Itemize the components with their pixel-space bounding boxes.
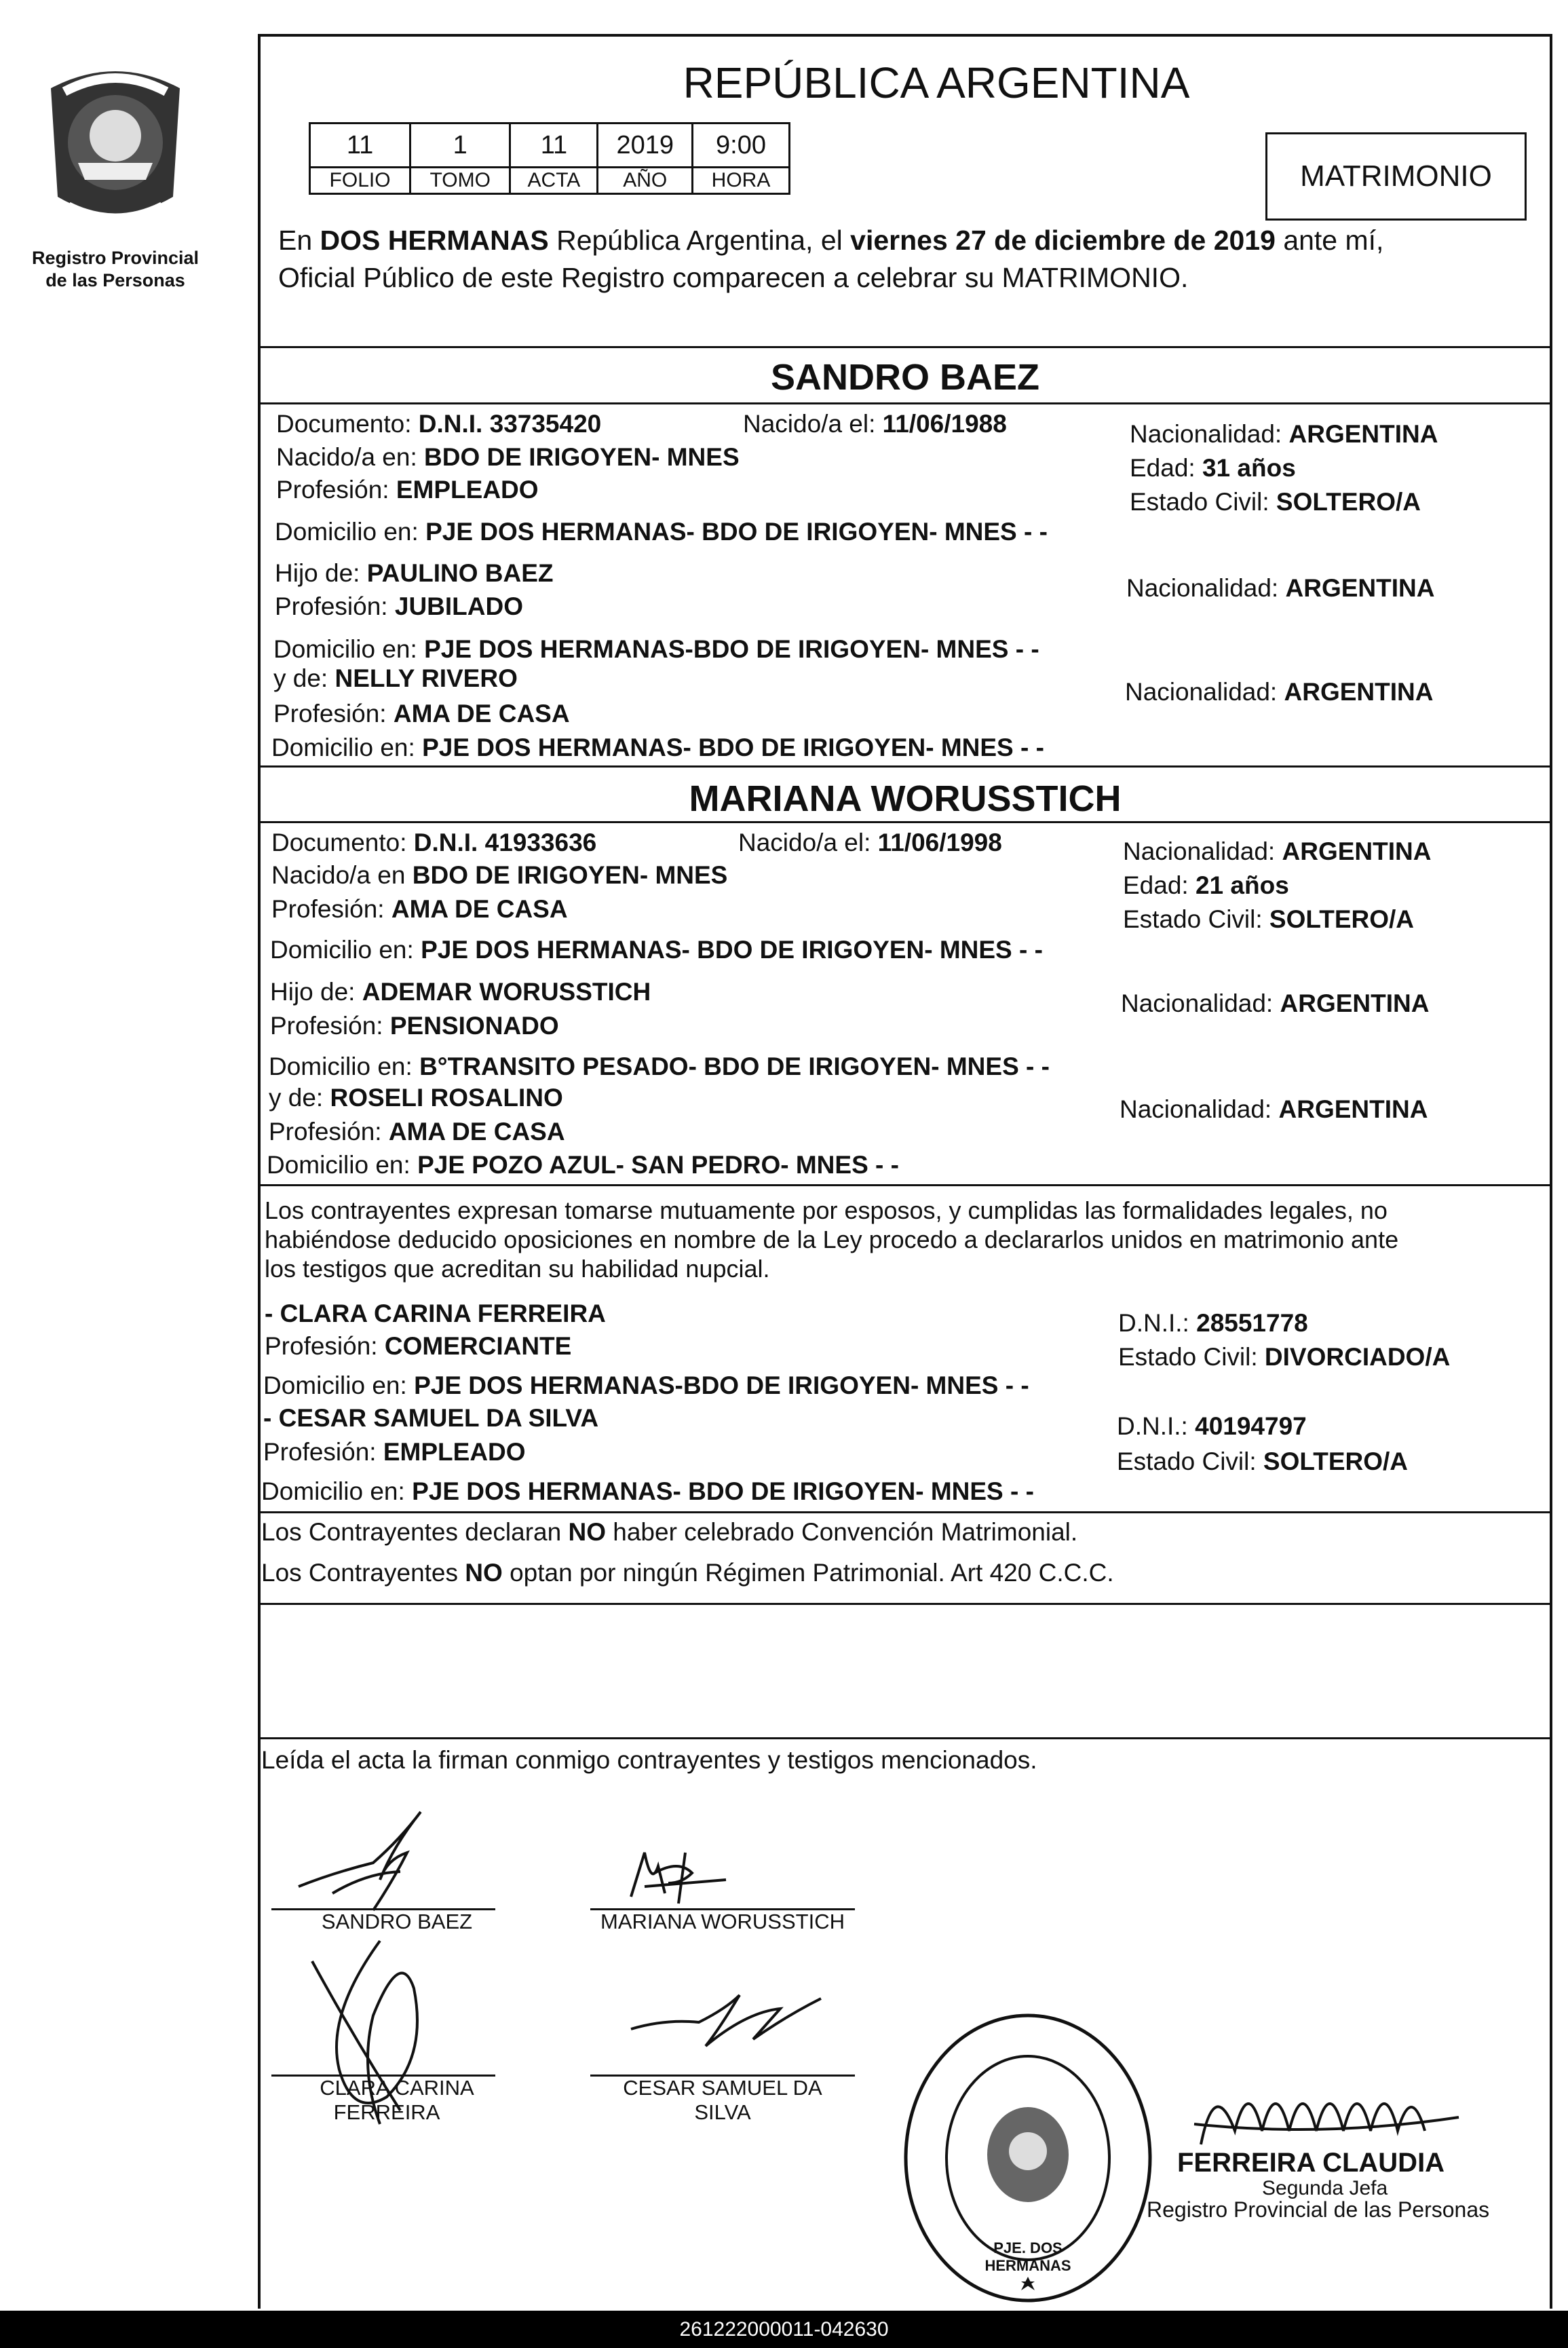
value: 11/06/1988 <box>882 410 1007 438</box>
org-name-line2: de las Personas <box>45 270 185 290</box>
value: PJE DOS HERMANAS- BDO DE IRIGOYEN- MNES - - <box>422 734 1044 761</box>
label: Nacionalidad: <box>1121 989 1274 1017</box>
spouse2-father-addr <box>269 1052 1050 1082</box>
value: ARGENTINA <box>1285 574 1435 602</box>
witness1-prof <box>265 1331 571 1361</box>
intro-text: En <box>278 225 320 256</box>
value: SOLTERO/A <box>1263 1447 1409 1475</box>
value: 11/06/1998 <box>877 829 1002 856</box>
hour-key: HORA <box>693 168 790 194</box>
spouse2-father-prof <box>270 1011 559 1041</box>
label: Domicilio en: <box>267 1151 410 1179</box>
label: Estado Civil: <box>1118 1343 1258 1371</box>
label: Estado Civil: <box>1123 905 1263 933</box>
value: ARGENTINA <box>1278 1095 1428 1123</box>
value: NELLY RIVERO <box>334 664 518 692</box>
divider <box>258 1737 1552 1739</box>
value: AMA DE CASA <box>393 700 570 727</box>
value: PJE DOS HERMANAS- BDO DE IRIGOYEN- MNES - - <box>421 936 1043 964</box>
witness1-civil <box>1118 1342 1450 1372</box>
spouse1-father-prof <box>275 592 523 622</box>
spouse2-name: MARIANA WORUSSTICH <box>689 778 1122 819</box>
signature-cesar-scribble <box>624 1982 828 2056</box>
doc-type-label: MATRIMONIO <box>1300 159 1492 193</box>
spouse1-addr <box>275 517 1048 547</box>
value: PJE DOS HERMANAS- BDO DE IRIGOYEN- MNES - - <box>412 1477 1034 1505</box>
divider <box>258 346 1552 348</box>
value: ARGENTINA <box>1282 837 1432 865</box>
signature-sandro-scribble <box>292 1792 448 1920</box>
divider <box>258 821 1552 823</box>
value: BDO DE IRIGOYEN- MNES <box>424 443 740 471</box>
witness2-dni <box>1117 1412 1307 1441</box>
value: AMA DE CASA <box>388 1118 565 1145</box>
divider <box>258 1184 1552 1186</box>
label: Edad: <box>1123 871 1189 899</box>
emphasis: NO <box>568 1518 606 1546</box>
label: Nacido/a el: <box>738 829 871 856</box>
label: Domicilio en: <box>263 1371 407 1399</box>
spouse2-mother-nat <box>1120 1095 1428 1124</box>
signature-label-mariana: MARIANA WORUSSTICH <box>600 1910 845 1933</box>
label: Hijo de: <box>270 978 356 1006</box>
intro-line2: Oficial Público de este Registro comparecen a celebrar su MATRIMONIO. <box>278 262 1189 293</box>
regime-line1 <box>261 1517 1077 1547</box>
value: PAULINO BAEZ <box>366 559 554 587</box>
label: Documento: <box>276 410 412 438</box>
label: Profesión: <box>263 1438 377 1466</box>
regime-line2 <box>261 1558 1114 1588</box>
value: SOLTERO/A <box>1276 488 1421 516</box>
value: B°TRANSITO PESADO- BDO DE IRIGOYEN- MNES - - <box>419 1053 1050 1080</box>
year-key: AÑO <box>598 168 693 194</box>
value: AMA DE CASA <box>391 895 568 923</box>
country-title: REPÚBLICA ARGENTINA <box>683 58 1190 107</box>
label: Domicilio en: <box>273 635 417 663</box>
spouse1-mother-addr <box>271 733 1044 763</box>
divider <box>258 402 1552 404</box>
value: D.N.I. 41933636 <box>413 829 597 856</box>
spouse2-mother-prof <box>269 1117 565 1147</box>
witness1-name: - CLARA CARINA FERREIRA <box>265 1300 606 1327</box>
label: y de: <box>273 664 328 692</box>
label: Nacido/a en: <box>276 443 417 471</box>
spouse1-name: SANDRO BAEZ <box>770 357 1039 398</box>
official-org: Registro Provincial de las Personas <box>1147 2197 1490 2222</box>
acta-key: ACTA <box>510 168 598 194</box>
spouse2-age <box>1123 871 1289 901</box>
label: Profesión: <box>275 592 388 620</box>
declaration-line1: Los contrayentes expresan tomarse mutuamente por esposos, y cumplidas las formalidades legales, no <box>265 1196 1388 1224</box>
divider <box>258 1603 1552 1605</box>
value: ARGENTINA <box>1280 989 1430 1017</box>
label: Nacionalidad: <box>1120 1095 1272 1123</box>
reference-table <box>309 122 790 195</box>
label: Hijo de: <box>275 559 360 587</box>
spouse2-father <box>270 977 651 1007</box>
spouse1-mother-prof <box>273 699 570 729</box>
spouse1-mother <box>273 664 518 694</box>
witness2-civil <box>1117 1447 1408 1477</box>
label: Nacionalidad: <box>1130 420 1282 448</box>
spouse1-age <box>1130 453 1296 483</box>
intro-text: ante mí, <box>1275 225 1384 256</box>
value: SOLTERO/A <box>1269 905 1415 933</box>
value: PJE DOS HERMANAS- BDO DE IRIGOYEN- MNES - - <box>425 518 1048 546</box>
value: EMPLEADO <box>396 476 539 504</box>
year-value: 2019 <box>598 124 693 168</box>
spouse1-birthplace <box>276 442 740 472</box>
spouse2-father-nat <box>1121 989 1429 1019</box>
label: Profesión: <box>273 700 387 727</box>
spouse1-nat <box>1130 419 1438 449</box>
label: Edad: <box>1130 454 1196 482</box>
label: Profesión: <box>265 1332 378 1360</box>
label: Profesión: <box>269 1118 382 1145</box>
intro-date: viernes 27 de diciembre de 2019 <box>850 225 1276 256</box>
value: 31 años <box>1202 454 1296 482</box>
text: haber celebrado Convención Matrimonial. <box>606 1518 1078 1546</box>
label: Domicilio en: <box>261 1477 405 1505</box>
spouse1-prof <box>276 475 539 505</box>
signature-mariana-scribble <box>617 1846 753 1907</box>
spouse2-prof <box>271 894 568 924</box>
emphasis: NO <box>465 1559 503 1587</box>
value: 28551778 <box>1196 1309 1308 1337</box>
tomo-key: TOMO <box>410 168 510 194</box>
spouse1-father <box>275 558 554 588</box>
value: ROSELI ROSALINO <box>330 1084 563 1112</box>
official-name: FERREIRA CLAUDIA <box>1177 2148 1445 2178</box>
footer-code: 261222000011-042630 <box>0 2311 1568 2348</box>
value: COMERCIANTE <box>384 1332 572 1360</box>
stamp-inner-text: PJE. DOS HERMANAS <box>984 2239 1071 2274</box>
spouse2-addr <box>270 935 1043 965</box>
label: Domicilio en: <box>271 734 415 761</box>
label: Documento: <box>271 829 407 856</box>
intro-line1 <box>278 224 1383 257</box>
value: 40194797 <box>1195 1412 1307 1440</box>
spouse1-mother-nat <box>1125 677 1433 707</box>
divider <box>258 765 1552 768</box>
text: Los Contrayentes <box>261 1559 465 1587</box>
text: optan por ningún Régimen Patrimonial. Art 420 C.C.C. <box>502 1559 1114 1587</box>
official-title: Segunda Jefa <box>1262 2177 1388 2199</box>
signature-label-sandro: SANDRO BAEZ <box>321 1910 473 1933</box>
value: DIVORCIADO/A <box>1264 1343 1451 1371</box>
tomo-value: 1 <box>410 124 510 168</box>
value: BDO DE IRIGOYEN- MNES <box>412 861 728 889</box>
label: Domicilio en: <box>275 518 419 546</box>
label: Nacido/a el: <box>743 410 876 438</box>
value: JUBILADO <box>394 592 523 620</box>
value: 21 años <box>1195 871 1289 899</box>
doc-type-box <box>1265 132 1527 221</box>
spouse1-doc <box>276 409 601 439</box>
hour-value: 9:00 <box>693 124 790 168</box>
divider <box>258 1511 1552 1513</box>
text: Los Contrayentes declaran <box>261 1518 569 1546</box>
spouse2-civil <box>1123 905 1414 934</box>
acta-value: 11 <box>510 124 598 168</box>
spouse2-nat <box>1123 837 1431 867</box>
value: ADEMAR WORUSSTICH <box>362 978 651 1006</box>
witness1-dni <box>1118 1308 1308 1338</box>
witness2-name: - CESAR SAMUEL DA SILVA <box>263 1404 599 1432</box>
label: D.N.I.: <box>1117 1412 1188 1440</box>
value: PJE DOS HERMANAS-BDO DE IRIGOYEN- MNES - - <box>414 1371 1029 1399</box>
label: Estado Civil: <box>1117 1447 1257 1475</box>
label: D.N.I.: <box>1118 1309 1189 1337</box>
label: Profesión: <box>276 476 389 504</box>
witness1-addr <box>263 1371 1029 1401</box>
label: Domicilio en: <box>270 936 414 964</box>
spouse1-civil <box>1130 487 1421 517</box>
signature-label-cesar-1: CESAR SAMUEL DA <box>623 2076 822 2100</box>
org-name-line1: Registro Provincial <box>31 248 199 268</box>
folio-value: 11 <box>310 124 410 168</box>
signature-label-clara-1: CLARA CARINA <box>320 2076 474 2100</box>
spouse2-mother-addr <box>267 1150 899 1180</box>
label: Nacionalidad: <box>1125 678 1278 706</box>
value: ARGENTINA <box>1288 420 1438 448</box>
spouse2-birthplace <box>271 860 727 890</box>
spouse2-mother <box>269 1083 563 1113</box>
value: EMPLEADO <box>383 1438 526 1466</box>
label: Estado Civil: <box>1130 488 1269 516</box>
value: PENSIONADO <box>389 1012 559 1040</box>
signature-label-clara-2: FERREIRA <box>333 2100 440 2124</box>
signature-label-cesar-2: SILVA <box>694 2100 751 2124</box>
value: PJE POZO AZUL- SAN PEDRO- MNES - - <box>417 1151 899 1179</box>
witness2-prof <box>263 1437 526 1467</box>
value: PJE DOS HERMANAS-BDO DE IRIGOYEN- MNES - - <box>424 635 1039 663</box>
intro-place: DOS HERMANAS <box>320 225 549 256</box>
provincial-seal-logo <box>37 61 193 238</box>
label: y de: <box>269 1084 324 1112</box>
intro-text: República Argentina, el <box>548 225 851 256</box>
label: Profesión: <box>271 895 385 923</box>
label: Domicilio en: <box>269 1053 413 1080</box>
label: Nacionalidad: <box>1123 837 1276 865</box>
spouse1-father-nat <box>1126 573 1434 603</box>
label: Nacionalidad: <box>1126 574 1279 602</box>
spouse1-father-addr <box>273 635 1039 664</box>
value: ARGENTINA <box>1284 678 1434 706</box>
witness2-addr <box>261 1477 1034 1507</box>
declaration-line2: habiéndose deducido oposiciones en nombre de la Ley procedo a declararlos unidos en matrimonio ante <box>265 1226 1399 1253</box>
signatures-intro: Leída el acta la firman conmigo contrayentes y testigos mencionados. <box>261 1746 1037 1774</box>
declaration-line3: los testigos que acreditan su habilidad nupcial. <box>265 1255 770 1283</box>
folio-key: FOLIO <box>310 168 410 194</box>
spouse2-doc <box>271 828 596 858</box>
spouse2-born <box>738 828 1002 858</box>
value: D.N.I. 33735420 <box>418 410 602 438</box>
spouse1-born <box>743 409 1007 439</box>
label: Profesión: <box>270 1012 383 1040</box>
label: Nacido/a en <box>271 861 406 889</box>
